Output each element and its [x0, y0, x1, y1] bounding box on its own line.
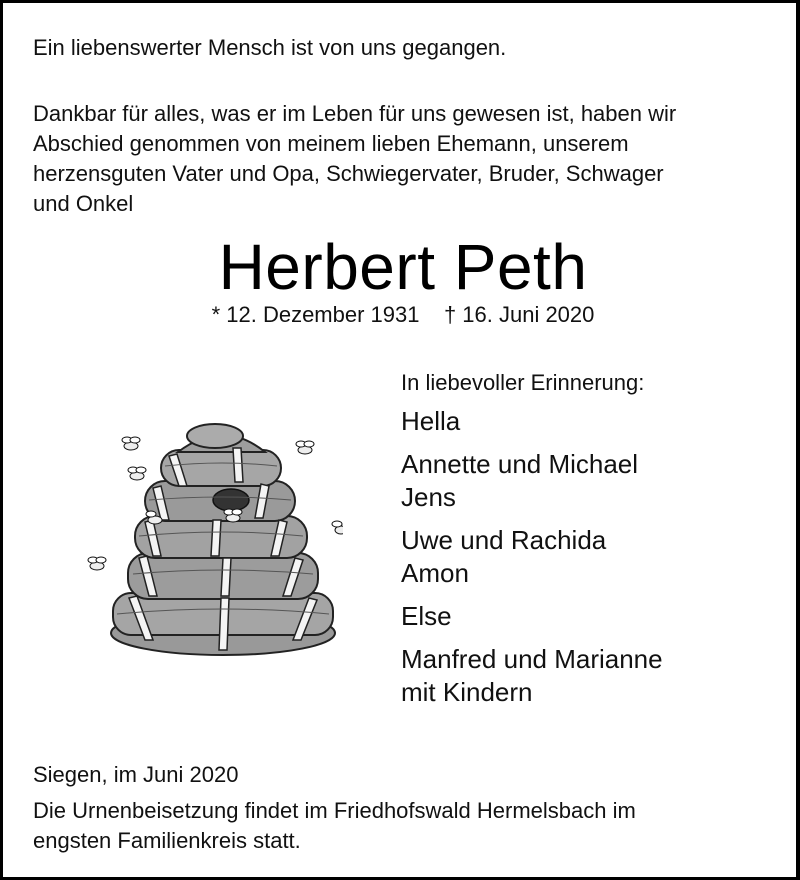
bee-icon [332, 521, 343, 534]
gratitude-line: Dankbar für alles, was er im Leben für uns gewesen ist, haben wir [33, 101, 677, 126]
mourner-name: Jens [401, 482, 456, 512]
intro-text: Ein liebenswerter Mensch ist von uns gegangen. [33, 35, 507, 60]
mourner-name: Amon [401, 558, 469, 588]
mourners-heading: In liebevoller Erinnerung: [401, 370, 645, 395]
life-dates [3, 300, 800, 330]
deceased-name: Herbert Peth [218, 231, 588, 303]
mourner-name: Hella [401, 406, 461, 436]
funeral-line: engsten Familienkreis statt. [33, 828, 301, 853]
gratitude-line: und Onkel [33, 191, 134, 216]
gratitude-text [33, 99, 783, 219]
place-date: Siegen, im Juni 2020 [33, 762, 239, 787]
mourner-name: Manfred und Marianne [401, 644, 663, 674]
mourner-group [401, 600, 791, 633]
bee-icon [296, 441, 314, 454]
bee-icon [122, 437, 140, 450]
mourner-name: Annette und Michael [401, 449, 639, 479]
gratitude-line: Abschied genommen von meinem lieben Ehemann, unserem [33, 131, 629, 156]
birth-date: * 12. Dezember 1931 [211, 302, 420, 327]
mourner-group [401, 524, 791, 590]
gratitude-line: herzensguten Vater und Opa, Schwiegervater, Bruder, Schwager [33, 161, 664, 186]
mourner-name: mit Kindern [401, 677, 533, 707]
death-date: † 16. Juni 2020 [443, 302, 595, 327]
mourner-group [401, 448, 791, 514]
mourner-group [401, 405, 791, 438]
funeral-notice [33, 796, 783, 856]
mourners-list [401, 405, 791, 719]
bee-icon [128, 467, 146, 480]
mourner-name: Else [401, 601, 452, 631]
mourner-name: Uwe und Rachida [401, 525, 607, 555]
mourner-group [401, 643, 791, 709]
funeral-line: Die Urnenbeisetzung findet im Friedhofswald Hermelsbach im [33, 798, 636, 823]
bee-icon [88, 557, 106, 570]
beehive-illustration [83, 418, 343, 658]
